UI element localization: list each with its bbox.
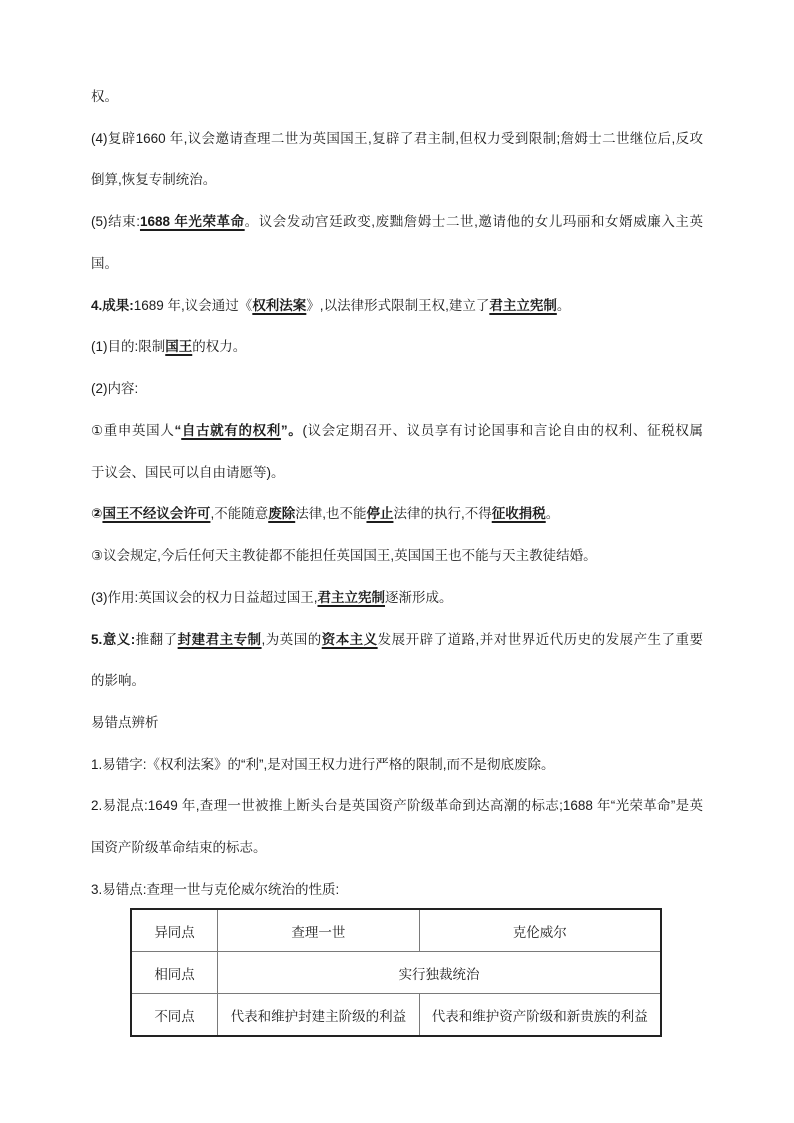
line-text: 法律,也不能 (295, 506, 367, 522)
table-header-cell: 异同点 (131, 909, 218, 952)
table-body (131, 909, 661, 1036)
line-text: 国。 (91, 255, 118, 271)
line-text: 的影响。 (91, 673, 145, 689)
line-text: 1689 年,议会通过《 (133, 297, 253, 313)
line-text: (议会定期召开、议员享有讨论国事和言论自由的权利、征税权属 (302, 422, 704, 438)
key-term: 征收捐税 (491, 506, 546, 522)
key-term: 封建君主专制 (177, 631, 262, 647)
comparison-table (130, 908, 662, 1037)
line-text: ,为英国的 (261, 631, 322, 647)
line-text: 。 (545, 506, 560, 522)
key-term: 国王不经议会许可 (102, 506, 211, 522)
line-text: (4)复辟1660 年,议会邀请查理二世为英国国王,复辟了君主制,但权力受到限制;詹姆士二世继位后,反攻 (91, 130, 703, 146)
section-heading (91, 702, 703, 744)
paragraph-line (91, 827, 703, 869)
line-text: 倒算,恢复专制统治。 (91, 172, 217, 188)
key-term: 自古就有的权利 (181, 422, 281, 438)
paragraph-line (91, 493, 703, 535)
line-text: 国资产阶级革命结束的标志。 (91, 840, 267, 856)
quote-mark: ”。 (280, 422, 303, 438)
row-label: 不同点 (131, 994, 218, 1037)
line-text: 》,以法律形式限制王权,建立了 (306, 297, 490, 313)
key-term: 废除 (268, 506, 296, 522)
table-row (131, 994, 661, 1037)
key-term: 权利法案 (252, 297, 307, 313)
line-text: 于议会、国民可以自由请愿等)。 (91, 464, 285, 480)
line-text: 3.易错点:查理一世与克伦威尔统治的性质: (91, 881, 340, 897)
paragraph-line (91, 744, 703, 786)
paragraph-line (91, 76, 703, 118)
line-text: 的权力。 (192, 339, 247, 355)
paragraph-line (91, 869, 703, 911)
line-text: ,不能随意 (210, 506, 269, 522)
key-term: 国王 (165, 339, 193, 355)
paragraph-line (91, 619, 703, 661)
line-text: (3)作用:英国议会的权力日益超过国王, (91, 589, 318, 605)
line-text: 法律的执行,不得 (393, 506, 492, 522)
paragraph-line (91, 785, 703, 827)
table-cell: 代表和维护封建主阶级的利益 (218, 994, 419, 1037)
line-text: (5)结束: (91, 214, 140, 230)
table-cell-merged: 实行独裁统治 (218, 952, 661, 994)
line-text: (2)内容: (91, 381, 139, 397)
paragraph-line (91, 201, 703, 243)
paragraph-line (91, 159, 703, 201)
document-body (91, 76, 703, 911)
list-marker: ② (91, 506, 103, 522)
section-label: 4.成果: (91, 297, 134, 313)
key-term: 1688 年光荣革命 (139, 214, 245, 230)
line-text: 发展开辟了道路,并对世界近代历史的发展产生了重要 (377, 631, 703, 647)
paragraph-line (91, 368, 703, 410)
table-header-cell: 查理一世 (218, 909, 419, 952)
paragraph-line (91, 326, 703, 368)
line-text: 逐渐形成。 (385, 589, 453, 605)
key-term: 君主立宪制 (489, 297, 557, 313)
paragraph-line (91, 410, 703, 452)
quote-mark: “ (174, 422, 182, 438)
line-text: 1.易错字:《权利法案》的“利”,是对国王权力进行严格的限制,而不是彻底废除。 (91, 756, 555, 772)
table-cell: 代表和维护资产阶级和新贵族的利益 (419, 994, 661, 1037)
line-text: 2.易混点:1649 年,查理一世被推上断头台是英国资产阶级革命到达高潮的标志;1688 年“光荣革命”是英 (91, 798, 703, 814)
paragraph-line (91, 243, 703, 285)
key-term: 资本主义 (321, 631, 378, 647)
key-term: 君主立宪制 (317, 589, 386, 605)
paragraph-line (91, 118, 703, 160)
key-term: 停止 (366, 506, 394, 522)
table-header-cell: 克伦威尔 (419, 909, 661, 952)
paragraph-line (91, 660, 703, 702)
table-row (131, 952, 661, 994)
line-text: ①重申英国人 (91, 422, 175, 438)
line-text: (1)目的:限制 (91, 339, 166, 355)
paragraph-line (91, 285, 703, 327)
paragraph-line (91, 535, 703, 577)
line-text: 权。 (91, 89, 118, 104)
section-label: 5.意义: (91, 631, 136, 647)
line-text: 推翻了 (135, 631, 178, 647)
line-text: ③议会规定,今后任何天主教徒都不能担任英国国王,英国国王也不能与天主教徒结婚。 (91, 548, 597, 564)
row-label: 相同点 (131, 952, 218, 994)
line-text: 。 (556, 297, 571, 313)
paragraph-line (91, 577, 703, 619)
table-header-row (131, 909, 661, 952)
line-text: 。议会发动宫廷政变,废黜詹姆士二世,邀请他的女儿玛丽和女婿威廉入主英 (244, 214, 703, 230)
heading-text: 易错点辨析 (91, 715, 159, 731)
paragraph-line (91, 452, 703, 494)
